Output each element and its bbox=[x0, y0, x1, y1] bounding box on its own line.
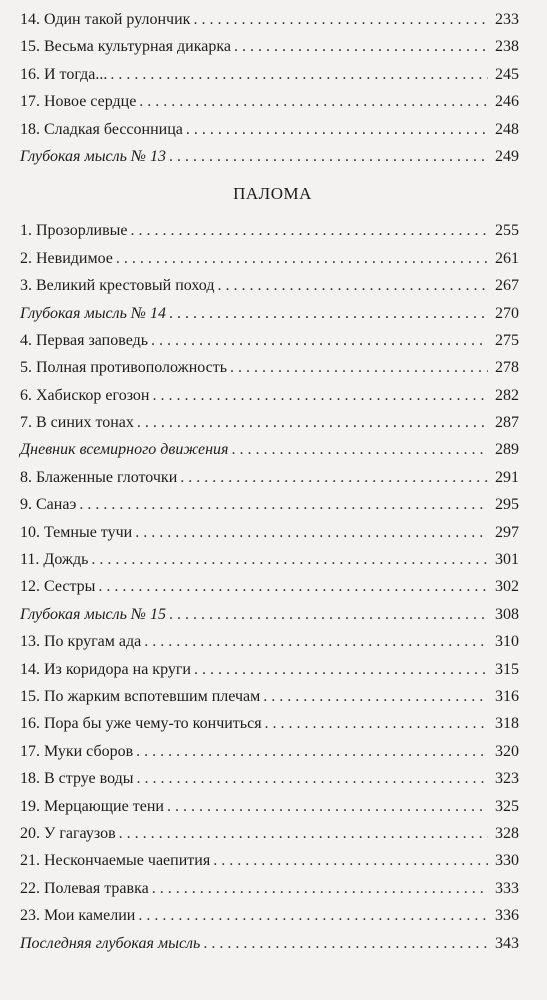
entry-page-number: 316 bbox=[495, 687, 519, 705]
dot-leader bbox=[151, 327, 488, 354]
entry-title: 1. Прозорливые bbox=[20, 222, 128, 240]
entry-title: 3. Великий крестовый поход bbox=[20, 277, 215, 295]
toc-entry bbox=[20, 33, 519, 60]
toc-entry bbox=[20, 656, 519, 683]
toc-entry bbox=[20, 738, 519, 765]
entry-title: Глубокая мысль № 15 bbox=[20, 605, 166, 623]
toc-entry bbox=[20, 245, 519, 272]
toc-interlude-entry bbox=[20, 300, 519, 327]
dot-leader bbox=[265, 710, 488, 737]
entry-page-number: 318 bbox=[495, 715, 519, 733]
entry-page-number: 315 bbox=[495, 660, 519, 678]
entry-page-number: 255 bbox=[495, 222, 519, 240]
dot-leader bbox=[169, 601, 488, 628]
entry-title: 17. Новое сердце bbox=[20, 93, 137, 111]
dot-leader bbox=[79, 491, 488, 518]
dot-leader bbox=[194, 656, 488, 683]
dot-leader bbox=[144, 628, 488, 655]
toc-interlude-entry bbox=[20, 601, 519, 628]
entry-title: 18. Сладкая бессонница bbox=[20, 120, 183, 138]
entry-page-number: 275 bbox=[495, 331, 519, 349]
dot-leader bbox=[232, 436, 489, 463]
entry-title: 5. Полная противоположность bbox=[20, 359, 228, 377]
toc-entry bbox=[20, 61, 519, 88]
dot-leader bbox=[169, 143, 488, 170]
toc-entry bbox=[20, 272, 519, 299]
dot-leader bbox=[203, 930, 488, 957]
entry-page-number: 246 bbox=[495, 93, 519, 111]
entry-title: 13. По кругам ада bbox=[20, 633, 142, 651]
entry-title: 16. Пора бы уже чему-то кончиться bbox=[20, 715, 262, 733]
entry-page-number: 320 bbox=[495, 742, 519, 760]
entry-page-number: 310 bbox=[495, 633, 519, 651]
dot-leader bbox=[193, 6, 488, 33]
entry-page-number: 336 bbox=[495, 907, 519, 925]
entry-title: Глубокая мысль № 13 bbox=[20, 147, 166, 165]
dot-leader bbox=[91, 546, 488, 573]
toc-entry bbox=[20, 793, 519, 820]
entry-page-number: 267 bbox=[495, 277, 519, 295]
entry-title: 15. По жарким вспотевшим плечам bbox=[20, 687, 261, 705]
entry-page-number: 301 bbox=[495, 551, 519, 569]
entry-page-number: 289 bbox=[495, 441, 519, 459]
entry-title: 17. Муки сборов bbox=[20, 742, 134, 760]
entry-page-number: 238 bbox=[495, 38, 519, 56]
entry-page-number: 330 bbox=[495, 852, 519, 870]
entry-page-number: 249 bbox=[495, 147, 519, 165]
entry-page-number: 270 bbox=[495, 304, 519, 322]
entry-page-number: 297 bbox=[495, 523, 519, 541]
toc-entry bbox=[20, 765, 519, 792]
toc-entry bbox=[20, 546, 519, 573]
dot-leader bbox=[136, 738, 488, 765]
dot-leader bbox=[263, 683, 488, 710]
dot-leader bbox=[116, 245, 488, 272]
entry-title: 9. Санаэ bbox=[20, 496, 77, 514]
dot-leader bbox=[138, 902, 488, 929]
entry-title: 18. В струе воды bbox=[20, 770, 134, 788]
entry-title: 10. Темные тучи bbox=[20, 523, 133, 541]
dot-leader bbox=[135, 519, 488, 546]
entry-page-number: 248 bbox=[495, 120, 519, 138]
dot-leader bbox=[234, 33, 488, 60]
toc-entry bbox=[20, 491, 519, 518]
entry-title: 23. Мои камелии bbox=[20, 907, 136, 925]
entry-title: 15. Весьма культурная дикарка bbox=[20, 38, 231, 56]
dot-leader bbox=[119, 820, 488, 847]
entry-title: 20. У гагаузов bbox=[20, 824, 116, 842]
entry-title: 14. Из коридора на круги bbox=[20, 660, 191, 678]
dot-leader bbox=[169, 300, 488, 327]
toc-entry bbox=[20, 409, 519, 436]
section-heading: ПАЛОМА bbox=[233, 184, 312, 204]
entry-title: 22. Полевая травка bbox=[20, 879, 149, 897]
dot-leader bbox=[137, 765, 488, 792]
entry-page-number: 302 bbox=[495, 578, 519, 596]
dot-leader bbox=[230, 354, 488, 381]
dot-leader bbox=[152, 875, 488, 902]
entry-page-number: 333 bbox=[495, 879, 519, 897]
entry-page-number: 278 bbox=[495, 359, 519, 377]
entry-title: 12. Сестры bbox=[20, 578, 96, 596]
toc-interlude-entry bbox=[20, 436, 519, 463]
dot-leader bbox=[180, 464, 488, 491]
dot-leader bbox=[131, 217, 488, 244]
entry-title: 11. Дождь bbox=[20, 551, 89, 569]
toc-entry bbox=[20, 116, 519, 143]
entry-title: 2. Невидимое bbox=[20, 249, 113, 267]
toc-entry bbox=[20, 683, 519, 710]
dot-leader bbox=[137, 409, 488, 436]
dot-leader bbox=[213, 847, 488, 874]
toc-interlude-entry bbox=[20, 143, 519, 170]
toc-entry bbox=[20, 628, 519, 655]
entry-title: 14. Один такой рулончик bbox=[20, 11, 191, 28]
entry-page-number: 291 bbox=[495, 468, 519, 486]
entry-title: 6. Хабискор егозон bbox=[20, 386, 150, 404]
entry-title: 7. В синих тонах bbox=[20, 414, 134, 432]
entry-page-number: 308 bbox=[495, 605, 519, 623]
toc-interlude-entry bbox=[20, 930, 519, 957]
entry-title: 19. Мерцающие тени bbox=[20, 797, 164, 815]
entry-page-number: 233 bbox=[495, 11, 519, 28]
dot-leader bbox=[139, 88, 488, 115]
toc-entry bbox=[20, 847, 519, 874]
entry-title: Глубокая мысль № 14 bbox=[20, 304, 166, 322]
entry-title: 21. Нескончаемые чаепития bbox=[20, 852, 211, 870]
toc-entry bbox=[20, 710, 519, 737]
entry-page-number: 245 bbox=[495, 65, 519, 83]
toc-entry bbox=[20, 6, 519, 33]
toc-entry bbox=[20, 88, 519, 115]
toc-entry bbox=[20, 573, 519, 600]
toc-entry bbox=[20, 464, 519, 491]
entry-page-number: 325 bbox=[495, 797, 519, 815]
toc-entry bbox=[20, 354, 519, 381]
toc-entry bbox=[20, 820, 519, 847]
entry-title: Дневник всемирного движения bbox=[20, 441, 229, 459]
dot-leader bbox=[167, 793, 488, 820]
dot-leader bbox=[98, 573, 488, 600]
toc-group-2 bbox=[20, 217, 519, 957]
entry-title: 8. Блаженные глоточки bbox=[20, 468, 178, 486]
entry-page-number: 295 bbox=[495, 496, 519, 514]
entry-title: Последняя глубокая мысль bbox=[20, 934, 201, 952]
toc-entry bbox=[20, 327, 519, 354]
entry-page-number: 261 bbox=[495, 249, 519, 267]
entry-page-number: 343 bbox=[495, 934, 519, 952]
toc-entry bbox=[20, 875, 519, 902]
toc-entry bbox=[20, 382, 519, 409]
toc-entry bbox=[20, 902, 519, 929]
entry-title: 16. И тогда... bbox=[20, 65, 108, 83]
toc-entry bbox=[20, 519, 519, 546]
entry-page-number: 323 bbox=[495, 770, 519, 788]
dot-leader bbox=[217, 272, 488, 299]
table-of-contents bbox=[20, 6, 519, 957]
toc-entry bbox=[20, 217, 519, 244]
entry-page-number: 282 bbox=[495, 386, 519, 404]
dot-leader bbox=[110, 61, 488, 88]
dot-leader bbox=[186, 116, 488, 143]
entry-title: 4. Первая заповедь bbox=[20, 331, 149, 349]
entry-page-number: 328 bbox=[495, 824, 519, 842]
entry-page-number: 287 bbox=[495, 414, 519, 432]
dot-leader bbox=[152, 382, 488, 409]
toc-group-1 bbox=[20, 6, 519, 170]
